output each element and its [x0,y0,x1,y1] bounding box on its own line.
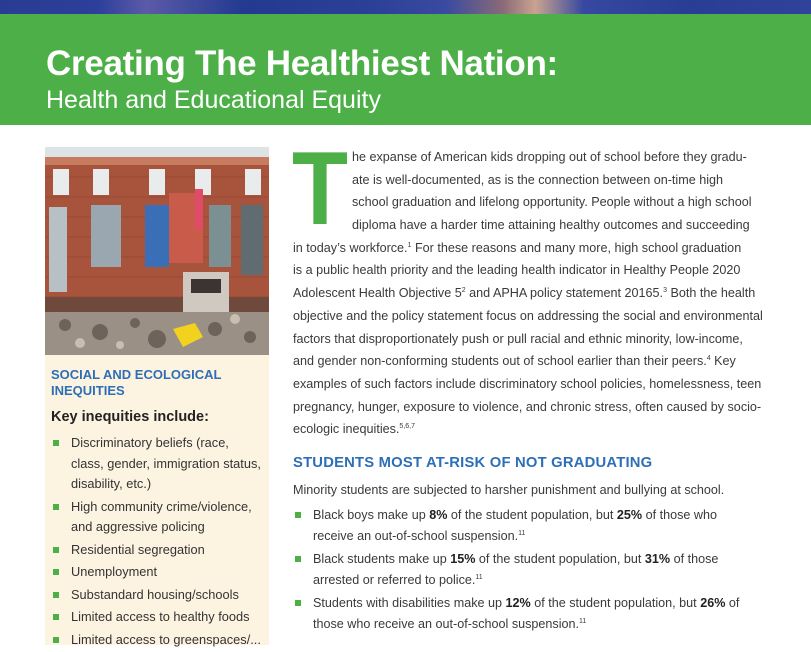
square-bullet-icon [295,600,301,606]
inequities-list [51,433,265,652]
inequities-sidebar [45,355,269,645]
article-line: he expanse of American kids dropping out of school before they gradu- [352,150,747,164]
article-line: examples of such factors include discriminatory school policies, homelessness, teen [293,376,762,391]
article-line: ecologic inequities.$^{5,6,7}$ [293,422,415,437]
article-line: is a public health priority and the leading health indicator in Healthy People 2020 [293,263,741,278]
article-line: Adolescent Health Objective $5^2$ and APHA policy statement 20165.$^3$ Both the health [293,286,756,301]
list-item: Limited access to healthy foods [51,607,265,628]
page-subtitle: Health and Educational Equity [46,86,381,114]
title-banner [0,14,811,125]
square-bullet-icon [295,512,301,518]
square-bullet-icon [53,547,59,553]
page-title: Creating The Healthiest Nation: [46,44,558,83]
square-bullet-icon [295,556,301,562]
square-bullet-icon [53,637,59,643]
square-bullet-icon [53,504,59,510]
article-line: diploma have a harder time attaining healthy outcomes and succeeding [352,218,750,233]
square-bullet-icon [53,569,59,575]
stat-item: Black boys make up 8% of the student population, but 25% of those who receive an out-of-school suspension.$^{11}$ [293,505,773,547]
list-item: High community crime/violence, and aggressive policing [51,497,265,538]
list-item: Limited access to greenspaces/... [51,630,265,651]
at-risk-intro: Minority students are subjected to harsher punishment and bullying at school. [293,483,725,497]
article-line: factors that disproportionately push or pull racial and ethnic minority, low-income, [293,331,743,346]
svg-text:T: T [292,131,348,247]
article-line: in today’s workforce.$^1$ For these reasons and many more, high school graduation [293,240,742,255]
list-item: Unemployment [51,562,265,583]
article-line: objective and the policy statement focus on addressing the social and environmental [293,308,763,323]
sidebar-subheading: Key inequities include: [51,409,209,425]
stat-item: Students with disabilities make up 12% of the student population, but 26% of those who receive an out-of-school suspension.$^{11}$ [293,593,773,635]
article-line: pregnancy, hunger, exposure to violence, and chronic stress, often caused by socio- [293,399,762,414]
article-line: school graduation and lifelong opportunity. People without a high school [352,195,752,210]
square-bullet-icon [53,592,59,598]
square-bullet-icon [53,614,59,620]
header-photo-strip [0,0,811,14]
list-item: Discriminatory beliefs (race, class, gender, immigration status, disability, etc.) [51,433,265,495]
sidebar-heading: SOCIAL AND ECOLOGICAL INEQUITIES [51,367,222,398]
square-bullet-icon [53,440,59,446]
building-illustration [45,147,269,355]
list-item: Substandard housing/schools [51,585,265,606]
article-body [293,146,763,441]
article-line: ate is well-documented, as is the connection between on-time high [352,172,724,187]
at-risk-stats-list [293,505,773,637]
list-item: Residential segregation [51,540,265,561]
at-risk-heading: STUDENTS MOST AT-RISK OF NOT GRADUATING [293,455,653,471]
abandoned-building-photo [45,147,269,355]
article-line: and gender non-conforming students out of school earlier than their peers.$^4$ Key [293,354,736,369]
stat-item: Black students make up 15% of the student population, but 31% of those arrested or referred to police.$^{11}$ [293,549,773,591]
